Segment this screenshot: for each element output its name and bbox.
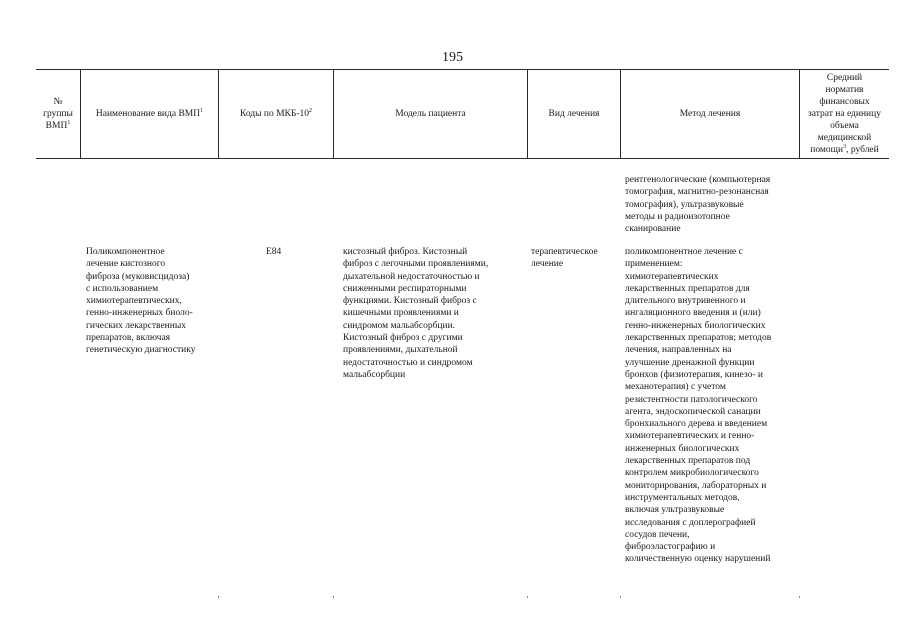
continuation-method-text: рентгенологические (компьютерная томография, магнитно-резонансная томография), ультразвуковые методы и радиоизотопное сканирование [625, 175, 771, 235]
scan-mark [527, 596, 528, 598]
row-treatment-type: терапевтическое лечение [531, 247, 598, 270]
row-icd-code: E84 [266, 247, 282, 257]
header-treatment-type: Вид лечения [548, 109, 600, 119]
scan-mark [620, 596, 621, 598]
row-treatment-method: поликомпонентное лечение с применением: химиотерапевтических лекарственных препаратов для длительного внутривенного и ингаляционного введения и (или) генно-инженерных биологических лекарственных препаратов; методов лечения, направленных на улучшение дренажной функции бронхов (физиотерапия, кинезо- и механотерапия) с учетом резистентности патологического агента, эндоскопической санации бронхиального дерева и введением химиотерапевтических и генно- инженерных биологических лекарственных препаратов под контролем микробиологического мониторирования, лабораторных и инструментальных методов, включая ультразвуковые исследования с доплерографией сосудов печени, фиброэластографию и количественную оценку нарушений [625, 247, 772, 565]
header-average-cost: Средний норматив финансовых затрат на единицу объема медицинской помощи$^3$, рублей [808, 73, 881, 155]
scan-mark [218, 596, 219, 598]
row-vmp-name: Поликомпонентное лечение кистозного фиброза (муковисцидоза) с использованием химиотерапевтических, генно-инженерных биоло- гических лекарственных препаратов, включая генетическую диагностику [86, 247, 196, 356]
header-group-number: № группы ВМП$^1$ [43, 97, 73, 131]
header-vmp-name: Наименование вида ВМП$^1$ [95, 107, 204, 119]
page-number: 195 [442, 50, 463, 65]
scan-mark [333, 596, 334, 598]
header-patient-model: Модель пациента [395, 109, 466, 119]
row-patient-model: кистозный фиброз. Кистозный фиброз с легочными проявлениями, дыхательной недостаточностью и сниженными респираторными функциями. Кистозный фиброз с кишечными проявлениями и синдромом мальабсорбции. Кистозный фиброз с другими проявлениями, дыхательной недостаточностью и синдромом мальабсорбции [343, 247, 489, 380]
header-treatment-method: Метод лечения [679, 109, 741, 119]
scan-mark [799, 596, 800, 598]
header-icd-codes: Коды по МКБ-$10^2$ [239, 107, 313, 119]
